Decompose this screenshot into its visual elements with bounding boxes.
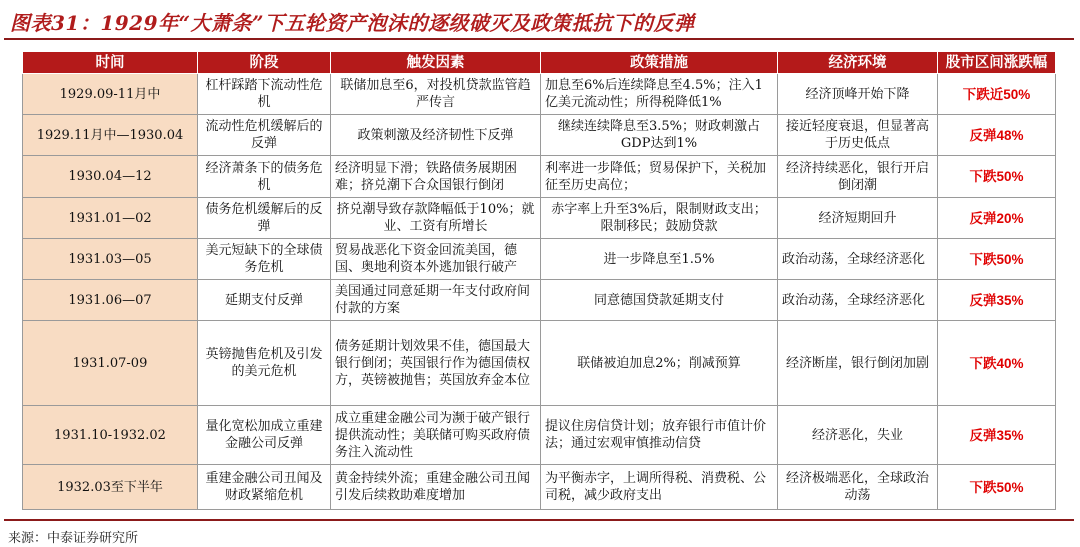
cell-change: 下跌50% <box>938 239 1056 280</box>
cell-economy: 政治动荡，全球经济恶化 <box>778 280 938 321</box>
cell-trigger: 联储加息至6，对投机贷款监管趋严传言 <box>331 74 541 115</box>
cell-trigger: 经济明显下滑；铁路债务展期困难；挤兑潮下合众国银行倒闭 <box>331 156 541 198</box>
cell-trigger: 美国通过同意延期一年支付政府间付款的方案 <box>331 280 541 321</box>
cell-economy: 接近轻度衰退，但显著高于历史低点 <box>778 115 938 156</box>
cell-policy: 同意德国贷款延期支付 <box>541 280 778 321</box>
header-trigger: 触发因素 <box>331 52 541 74</box>
cell-time: 1930.04—12 <box>23 156 198 198</box>
table-row <box>23 406 1056 465</box>
cell-stage: 延期支付反弹 <box>198 280 331 321</box>
cell-economy: 经济短期回升 <box>778 198 938 239</box>
header-stage: 阶段 <box>198 52 331 74</box>
chart-title: 图表31：1929年“大萧条”下五轮资产泡沫的逐级破灭及政策抵抗下的反弹 <box>10 11 695 35</box>
cell-policy: 加息至6%后连续降息至4.5%；注入1亿美元流动性；所得税降低1% <box>541 74 778 115</box>
cell-change: 下跌50% <box>938 156 1056 198</box>
cell-change: 反弹48% <box>938 115 1056 156</box>
cell-change: 下跌50% <box>938 465 1056 510</box>
cell-economy: 经济断崖，银行倒闭加剧 <box>778 321 938 406</box>
cell-economy: 经济顶峰开始下降 <box>778 74 938 115</box>
cell-policy: 进一步降息至1.5% <box>541 239 778 280</box>
cell-time: 1931.03—05 <box>23 239 198 280</box>
cell-time: 1931.10-1932.02 <box>23 406 198 465</box>
header-change: 股市区间涨跌幅 <box>938 52 1056 74</box>
cell-change: 下跌40% <box>938 321 1056 406</box>
cell-policy: 赤字率上升至3%后，限制财政支出；限制移民；鼓励贷款 <box>541 198 778 239</box>
cell-change: 反弹35% <box>938 280 1056 321</box>
table-row <box>23 465 1056 510</box>
cell-time: 1929.11月中—1930.04 <box>23 115 198 156</box>
cell-trigger: 成立重建金融公司为濒于破产银行提供流动性；美联储可购买政府债务注入流动性 <box>331 406 541 465</box>
cell-time: 1931.07-09 <box>23 321 198 406</box>
cell-policy: 继续连续降息至3.5%；财政刺激占GDP达到1% <box>541 115 778 156</box>
cell-change: 反弹35% <box>938 406 1056 465</box>
table-row <box>23 239 1056 280</box>
header-economy: 经济环境 <box>778 52 938 74</box>
cell-stage: 流动性危机缓解后的反弹 <box>198 115 331 156</box>
cell-stage: 美元短缺下的全球债务危机 <box>198 239 331 280</box>
header-time: 时间 <box>23 52 198 74</box>
header-policy: 政策措施 <box>541 52 778 74</box>
cell-time: 1931.01—02 <box>23 198 198 239</box>
cell-trigger: 挤兑潮导致存款降幅低于10%；就业、工资有所增长 <box>331 198 541 239</box>
cell-time: 1929.09-11月中 <box>23 74 198 115</box>
cell-stage: 重建金融公司丑闻及财政紧缩危机 <box>198 465 331 510</box>
cell-stage: 量化宽松加成立重建金融公司反弹 <box>198 406 331 465</box>
cell-change: 反弹20% <box>938 198 1056 239</box>
cell-policy: 提议住房信贷计划；放弃银行市值计价法；通过宏观审慎推动信贷 <box>541 406 778 465</box>
table-row <box>23 198 1056 239</box>
table-header-row <box>23 52 1056 74</box>
cell-stage: 杠杆踩踏下流动性危机 <box>198 74 331 115</box>
cell-stage: 经济萧条下的债务危机 <box>198 156 331 198</box>
cell-economy: 经济恶化，失业 <box>778 406 938 465</box>
source-note: 来源：中泰证券研究所 <box>8 531 139 546</box>
cell-policy: 利率进一步降低；贸易保护下，关税加征至历史高位； <box>541 156 778 198</box>
bubble-table <box>22 51 1056 510</box>
cell-trigger: 政策刺激及经济韧性下反弹 <box>331 115 541 156</box>
table-row <box>23 74 1056 115</box>
cell-time: 1931.06—07 <box>23 280 198 321</box>
cell-change: 下跌近50% <box>938 74 1056 115</box>
cell-time: 1932.03至下半年 <box>23 465 198 510</box>
cell-economy: 经济持续恶化，银行开启倒闭潮 <box>778 156 938 198</box>
footer-divider <box>4 519 1074 521</box>
table-row <box>23 321 1056 406</box>
table-row <box>23 115 1056 156</box>
cell-stage: 英镑抛售危机及引发的美元危机 <box>198 321 331 406</box>
cell-economy: 经济极端恶化，全球政治动荡 <box>778 465 938 510</box>
title-divider <box>4 38 1074 40</box>
cell-policy: 联储被迫加息2%；削减预算 <box>541 321 778 406</box>
cell-policy: 为平衡赤字，上调所得税、消费税、公司税，减少政府支出 <box>541 465 778 510</box>
cell-stage: 债务危机缓解后的反弹 <box>198 198 331 239</box>
table-row <box>23 156 1056 198</box>
cell-trigger: 贸易战恶化下资金回流美国，德国、奥地利资本外逃加银行破产 <box>331 239 541 280</box>
cell-trigger: 黄金持续外流；重建金融公司丑闻引发后续救助难度增加 <box>331 465 541 510</box>
table-row <box>23 280 1056 321</box>
cell-trigger: 债务延期计划效果不佳，德国最大银行倒闭；英国银行作为德国债权方，英镑被抛售；英国放弃金本位 <box>331 321 541 406</box>
cell-economy: 政治动荡，全球经济恶化 <box>778 239 938 280</box>
